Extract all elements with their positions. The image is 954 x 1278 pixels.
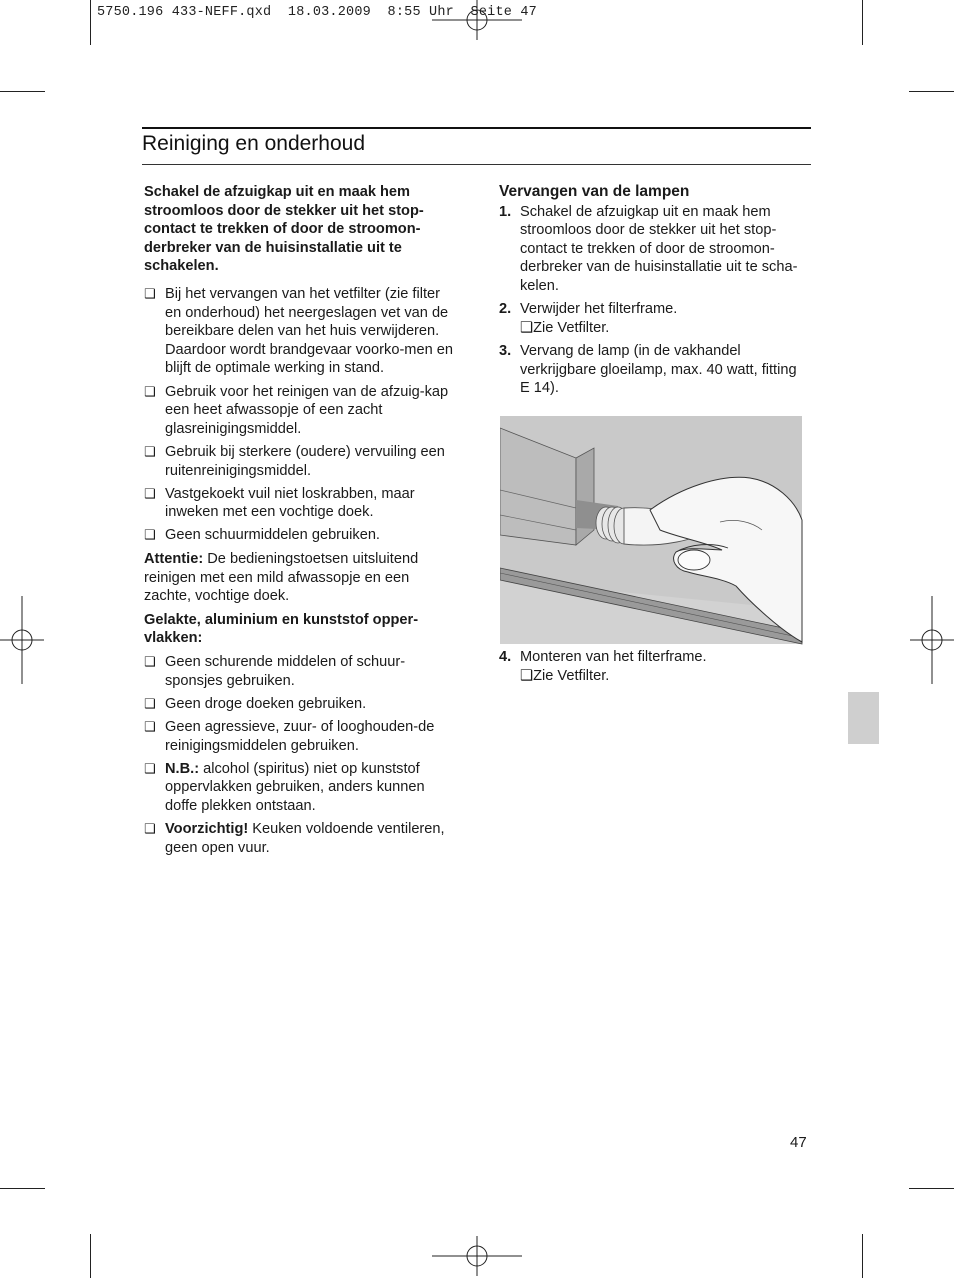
page-number: 47 [790,1134,807,1151]
step-number: 3. [499,342,512,359]
crop-mark [862,0,863,45]
step-number: 1. [499,203,512,220]
checkbox-bullet-icon: ❑ [144,485,156,501]
crop-mark [0,91,45,92]
registration-mark-left [0,596,44,684]
lamp-steps [499,203,807,398]
list-item [144,718,456,755]
list-item-text-extra: Daardoor wordt brandgevaar voorko-men en blijft de optimale werking in stand. [165,341,453,377]
list-item [144,820,456,857]
lamp-steps-continued [499,648,807,685]
list-item-text: Bij het vervangen van het vetfilter (zie filter en onderhoud) het neergeslagen vet van de bereikbare delen van het huis verwijderen. [165,285,449,340]
page-title: Reiniging en onderhoud [142,132,366,155]
surfaces-list [144,653,456,857]
title-rule-top [142,127,811,129]
checkbox-bullet-icon: ❑ [144,719,156,734]
title-rule-bottom [142,164,811,165]
step-number: 4. [499,649,512,665]
step-item [499,203,807,296]
step-reference: ❑Zie Vetfilter. [520,319,610,336]
step-text: Schakel de afzuigkap uit en maak hem stroomloos door de stekker uit het stop-contact te trekken of door de stroomon-derbreker van de huisinstallatie uit te scha-kelen. [520,203,798,294]
list-item [144,485,456,522]
nb-label: N.B.: [165,760,200,777]
list-item [144,285,456,378]
list-item-text: Vastgekoekt vuil niet loskrabben, maar inweken met een vochtige doek. [165,485,415,521]
step-reference: ❑Zie Vetfilter. [520,667,610,684]
list-item-text: Geen schuurmiddelen gebruiken. [165,527,380,544]
list-item-text: Gebruik voor het reinigen van de afzuig-kap een heet afwassopje of een zacht glasreinigingsmiddel. [165,383,449,437]
step-item [499,342,807,398]
checkbox-bullet-icon: ❑ [144,527,156,543]
attentie-text: De bedieningstoetsen uitsluitend reinigen met een mild afwassopje en een zachte, vochtige doek. [144,551,419,605]
checkbox-bullet-icon: ❑ [144,654,156,670]
list-item-text: alcohol (spiritus) niet op kunststof oppervlakken gebruiken, anders kunnen doffe plekken ontstaan. [165,760,425,814]
checkbox-bullet-icon: ❑ [144,760,156,776]
list-item [144,383,456,439]
step-text: Monteren van het filterframe. [520,649,707,665]
attentie-note [144,550,456,606]
checkbox-bullet-icon: ❑ [144,821,156,837]
checkbox-bullet-icon: ❑ [144,383,156,399]
cleaning-list [144,285,456,545]
list-item-text: Geen droge doeken gebruiken. [165,695,367,712]
crop-mark [90,1234,91,1278]
list-item [144,443,456,480]
surfaces-subhead: Gelakte, aluminium en kunststof opper-vlakken: [144,611,419,647]
list-item [144,695,456,714]
crop-mark [90,0,91,45]
step-item [499,300,807,337]
checkbox-bullet-icon: ❑ [144,695,156,711]
checkbox-bullet-icon: ❑ [144,285,156,301]
right-column [499,183,807,402]
lamps-heading: Vervangen van de lampen [499,183,690,200]
step-text: Verwijder het filterframe. [520,301,678,318]
step-text: Vervang de lamp (in de vakhandel verkrijgbare gloeilamp, max. 40 watt, fitting E 14). [520,342,797,397]
section-tab-marker [848,692,879,744]
list-item-text: Geen agressieve, zuur- of looghouden-de reinigingsmiddelen gebruiken. [165,719,435,754]
lamp-replacement-illustration [500,410,805,646]
step-4-block [499,648,807,690]
checkbox-bullet-icon: ❑ [144,443,156,459]
list-item [144,653,456,690]
attentie-label: Attentie: [144,551,204,568]
left-column [144,183,456,862]
list-item [144,760,456,816]
step-item [499,648,807,685]
list-item-text: Keuken voldoende ventileren, geen open vuur. [165,821,445,856]
crop-mark [909,1188,954,1189]
crop-mark [909,91,954,92]
crop-mark [0,1188,45,1189]
step-number: 2. [499,301,512,318]
list-item-text: Gebruik bij sterkere (oudere) vervuiling een ruitenreinigingsmiddel. [165,443,445,479]
safety-intro: Schakel de afzuigkap uit en maak hem stroomloos door de stekker uit het stop-contact te trekken of door de stroomon-derbreker van de huisinstallatie uit te schakelen. [144,184,424,275]
registration-mark-bottom [432,1236,522,1276]
print-slug: 5750.196 433-NEFF.qxd 18.03.2009 8:55 Uhr Seite 47 [97,5,537,20]
list-item [144,526,456,545]
crop-mark [862,1234,863,1278]
voorzichtig-label: Voorzichtig! [165,821,249,838]
list-item-text: Geen schurende middelen of schuur-sponsjes gebruiken. [165,654,406,689]
registration-mark-right [910,596,954,684]
